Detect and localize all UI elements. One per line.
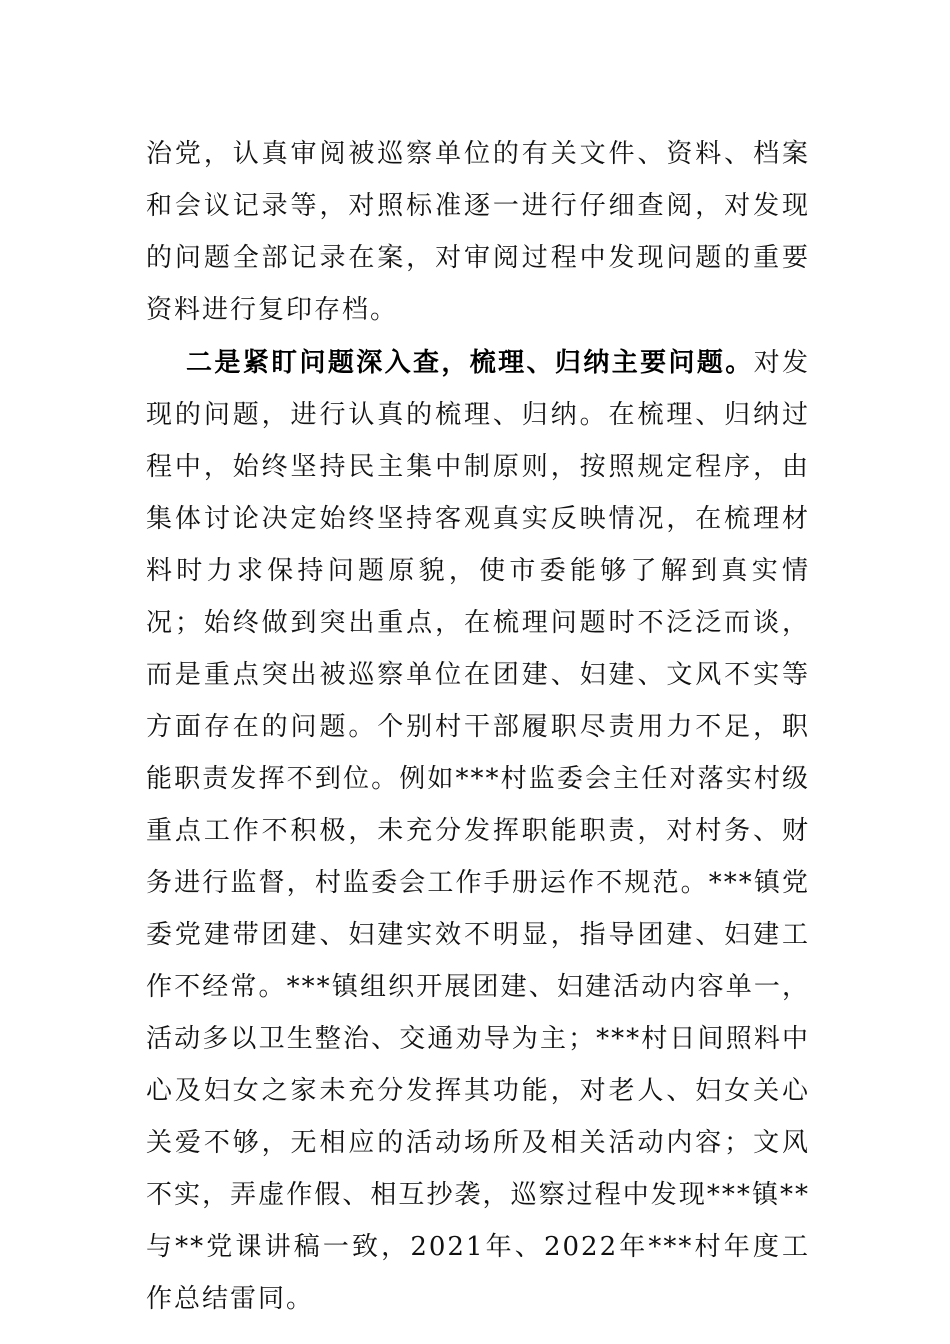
paragraph-2: [146, 337, 810, 1325]
paragraph-1: 治党，认真审阅被巡察单位的有关文件、资料、档案和会议记录等，对照标准逐一进行仔细查阅，对发现的问题全部记录在案，对审阅过程中发现问题的重要资料进行复印存档。: [146, 139, 810, 325]
paragraph-2-lead: 二是紧盯问题深入查，梳理、归纳主要问题。: [186, 348, 754, 378]
paragraph-2-body: 对发现的问题，进行认真的梳理、归纳。在梳理、归纳过程中，始终坚持民主集中制原则，按照规定程序，由集体讨论决定始终坚持客观真实反映情况，在梳理材料时力求保持问题原貌，使市委能够了解到真实情况；始终做到突出重点，在梳理问题时不泛泛而谈，而是重点突出被巡察单位在团建、妇建、文风不实等方面存在的问题。个别村干部履职尽责用力不足，职能职责发挥不到位。例如***村监委会主任对落实村级重点工作不积极，未充分发挥职能职责，对村务、财务进行监督，村监委会工作手册运作不规范。***镇党委党建带团建、妇建实效不明显，指导团建、妇建工作不经常。***镇组织开展团建、妇建活动内容单一，活动多以卫生整治、交通劝导为主；***村日间照料中心及妇女之家未充分发挥其功能，对老人、妇女关心关爱不够，无相应的活动场所及相关活动内容；文风不实，弄虚作假、相互抄袭，巡察过程中发现***镇**与**党课讲稿一致，2021年、2022年***村年度工作总结雷同。: [146, 348, 810, 1314]
